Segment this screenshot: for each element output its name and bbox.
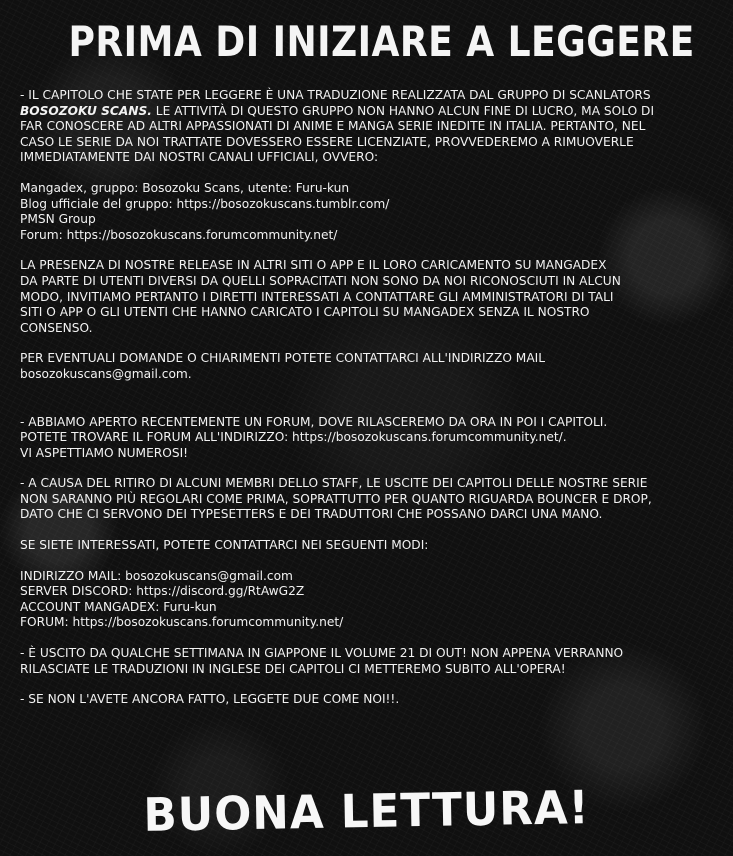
questions-line: PER EVENTUALI DOMANDE O CHIARIMENTI POTETE CONTATTARCI ALL'INDIRIZZO MAIL bbox=[20, 351, 546, 366]
presence-line: LA PRESENZA DI NOSTRE RELEASE IN ALTRI SITI O APP E IL LORO CARICAMENTO SU MANGADEX bbox=[20, 258, 607, 273]
intro-line-rest: LE ATTIVITÀ DI QUESTO GRUPPO NON HANNO ALCUN FINE DI LUCRO, MA SOLO DI bbox=[151, 103, 655, 118]
staff-line: NON SARANNO PIÙ REGOLARI COME PRIMA, SOPRATTUTTO PER QUANTO RIGUARDA BOUNCER E DROP, bbox=[20, 491, 652, 506]
presence-paragraph bbox=[20, 258, 713, 336]
staff-line: DATO CHE CI SERVONO DEI TYPESETTERS E DEI TRADUTTORI CHE POSSANO DARCI UNA MANO. bbox=[20, 507, 603, 522]
read-both-paragraph bbox=[20, 692, 713, 708]
contact-mail[interactable]: INDIRIZZO MAIL: bosozokuscans@gmail.com bbox=[20, 568, 293, 583]
intro-line: - IL CAPITOLO CHE STATE PER LEGGERE È UNA TRADUZIONE REALIZZATA DAL GRUPPO DI SCANLATORS bbox=[20, 88, 651, 102]
contact-discord[interactable]: SERVER DISCORD: https://discord.gg/RtAwG2Z bbox=[20, 584, 305, 599]
intro-line bbox=[20, 104, 713, 120]
staff-line: - A CAUSA DEL RITIRO DI ALCUNI MEMBRI DELLO STAFF, LE USCITE DEI CAPITOLI DELLE NOSTRE SERIE bbox=[20, 476, 648, 491]
presence-line: DA PARTE DI UTENTI DIVERSI DA QUELLI SOPRACITATI NON SONO DA NOI RICONOSCIUTI IN ALCUN bbox=[20, 273, 621, 288]
volume-line: - È USCITO DA QUALCHE SETTIMANA IN GIAPPONE IL VOLUME 21 DI OUT! NON APPENA VERRANNO bbox=[20, 646, 624, 661]
presence-line: SITI O APP O GLI UTENTI CHE HANNO CARICATO I CAPITOLI SU MANGADEX SENZA IL NOSTRO bbox=[20, 305, 590, 320]
page-title: PRIMA DI INIZIARE A LEGGERE bbox=[68, 17, 695, 66]
channel-blog[interactable]: Blog ufficiale del gruppo: https://bosozokuscans.tumblr.com/ bbox=[20, 196, 390, 211]
read-both-line: - SE NON L'AVETE ANCORA FATTO, LEGGETE DUE COME NOI!!. bbox=[20, 692, 400, 707]
channel-forum[interactable]: Forum: https://bosozokuscans.forumcommunity.net/ bbox=[20, 227, 338, 242]
intro-paragraph bbox=[20, 88, 713, 166]
staff-paragraph bbox=[20, 476, 713, 523]
footer-greeting: BUONA LETTURA! bbox=[143, 780, 590, 842]
presence-line: MODO, INVITIAMO PERTANTO I DIRETTI INTERESSATI A CONTATTARE GLI AMMINISTRATORI DI TALI bbox=[20, 289, 614, 304]
forum-news-paragraph bbox=[20, 415, 713, 462]
intro-line: CASO LE SERIE DA NOI TRATTATE DOVESSERO ESSERE LICENZIATE, PROVVEDEREMO A RIMUOVERLE bbox=[20, 134, 634, 149]
contact-forum[interactable]: FORUM: https://bosozokuscans.forumcommunity.net/ bbox=[20, 615, 344, 630]
volume-line: RILASCIATE LE TRADUZIONI IN INGLESE DEI CAPITOLI CI METTEREMO SUBITO ALL'OPERA! bbox=[20, 661, 566, 676]
interested-paragraph bbox=[20, 538, 713, 554]
contacts-list bbox=[20, 569, 713, 631]
questions-paragraph bbox=[20, 351, 713, 382]
intro-line: FAR CONOSCERE AD ALTRI APPASSIONATI DI ANIME E MANGA SERIE INEDITE IN ITALIA. PERTANTO, NEL bbox=[20, 119, 646, 134]
forum-news-line: - ABBIAMO APERTO RECENTEMENTE UN FORUM, DOVE RILASCEREMO DA ORA IN POI I CAPITOLI. bbox=[20, 414, 608, 429]
intro-line: IMMEDIATAMENTE DAI NOSTRI CANALI UFFICIALI, OVVERO: bbox=[20, 150, 379, 165]
channel-pmsn: PMSN Group bbox=[20, 212, 96, 227]
volume-paragraph bbox=[20, 646, 713, 677]
contact-email[interactable]: bosozokuscans@gmail.com. bbox=[20, 366, 192, 381]
contact-mangadex: ACCOUNT MANGADEX: Furu-kun bbox=[20, 599, 217, 614]
channels-list bbox=[20, 181, 713, 243]
channel-mangadex: Mangadex, gruppo: Bosozoku Scans, utente: Furu-kun bbox=[20, 180, 350, 195]
presence-line: CONSENSO. bbox=[20, 320, 93, 335]
group-name: BOSOZOKU SCANS. bbox=[20, 103, 152, 118]
forum-news-link-line[interactable]: POTETE TROVARE IL FORUM ALL'INDIRIZZO: https://bosozokuscans.forumcommunity.net/. bbox=[20, 430, 567, 445]
forum-news-line: VI ASPETTIAMO NUMEROSI! bbox=[20, 445, 189, 460]
interested-line: SE SIETE INTERESSATI, POTETE CONTATTARCI NEI SEGUENTI MODI: bbox=[20, 538, 429, 553]
